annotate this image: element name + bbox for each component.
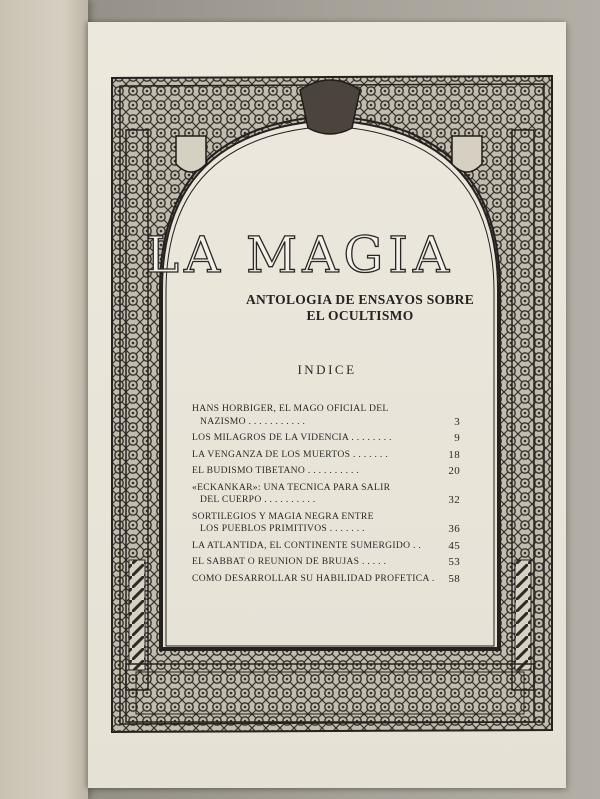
toc-page-number: 58 bbox=[448, 572, 460, 585]
toc-page-number: 18 bbox=[448, 448, 460, 461]
toc-entry-title: EL SABBAT O REUNION DE BRUJAS . . . . . bbox=[192, 556, 387, 567]
toc-entry-title: LA VENGANZA DE LOS MUERTOS . . . . . . . bbox=[192, 448, 389, 460]
toc-entry-eckankar bbox=[192, 482, 470, 507]
left-shield bbox=[176, 136, 206, 172]
table-of-contents bbox=[192, 403, 470, 589]
toc-page-number: 3 bbox=[454, 415, 460, 428]
toc-entry-title: HANS HORBIGER, EL MAGO OFICIAL DEL bbox=[192, 403, 389, 414]
index-heading: INDICE bbox=[297, 362, 357, 377]
toc-page-number: 32 bbox=[448, 494, 460, 506]
book-title: LA MAGIA bbox=[145, 226, 455, 284]
toc-entry-title-cont: LOS PUEBLOS PRIMITIVOS . . . . . . . bbox=[200, 523, 365, 534]
subtitle-line-2: EL OCULTISMO bbox=[306, 308, 414, 323]
toc-entry-atlantida bbox=[192, 540, 470, 553]
toc-entry-title: EL BUDISMO TIBETANO . . . . . . . . . . bbox=[192, 465, 360, 476]
right-shield bbox=[452, 136, 482, 172]
toc-entry-title: «ECKANKAR»: UNA TECNICA PARA SALIR bbox=[192, 481, 391, 493]
toc-entry-sortilegios bbox=[192, 511, 470, 536]
toc-page-number: 20 bbox=[448, 465, 460, 477]
toc-entry-title-cont: NAZISMO . . . . . . . . . . . bbox=[200, 415, 306, 427]
toc-page-number: 45 bbox=[448, 539, 460, 552]
toc-entry-title: LOS MILAGROS DE LA VIDENCIA . . . . . . . . bbox=[192, 432, 392, 443]
toc-entry-title: SORTILEGIOS Y MAGIA NEGRA ENTRE bbox=[192, 510, 374, 522]
toc-page-number: 53 bbox=[448, 556, 460, 568]
toc-entry-title-cont: DEL CUERPO . . . . . . . . . . bbox=[200, 494, 316, 505]
toc-entry-videncia bbox=[192, 432, 470, 445]
toc-entry-horbiger bbox=[192, 403, 470, 428]
toc-entry-title: COMO DESARROLLAR SU HABILIDAD PROFETICA . bbox=[192, 572, 435, 584]
toc-entry-title: LA ATLANTIDA, EL CONTINENTE SUMERGIDO . . bbox=[192, 539, 422, 551]
book-subtitle bbox=[228, 292, 492, 324]
toc-page-number: 9 bbox=[454, 432, 460, 444]
subtitle-line-1: ANTOLOGIA DE ENSAYOS SOBRE bbox=[246, 292, 474, 307]
toc-page-number: 36 bbox=[448, 523, 460, 535]
toc-entry-profetica bbox=[192, 573, 470, 586]
top-crest bbox=[300, 80, 360, 134]
toc-entry-venganza bbox=[192, 449, 470, 462]
toc-entry-sabbat bbox=[192, 556, 470, 569]
toc-entry-budismo bbox=[192, 465, 470, 478]
